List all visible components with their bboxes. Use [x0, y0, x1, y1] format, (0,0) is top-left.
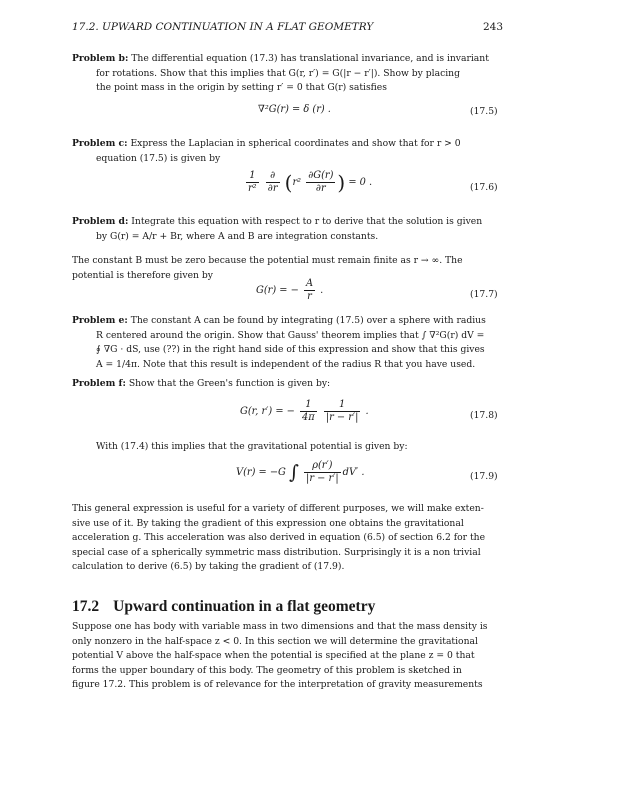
para-section-line4: forms the upper boundary of this body. The geometry of this problem is sketched in	[72, 664, 462, 676]
problem-b-label: Problem b:	[72, 53, 129, 64]
para-section-line5: figure 17.2. This problem is of relevance for the interpretation of gravity measurements	[72, 679, 483, 691]
para-general-line5: calculation to derive (6.5) by taking the gradient of (17.9).	[72, 561, 345, 573]
para-b-line2: potential is therefore given by	[72, 269, 213, 281]
eq8-post: .	[365, 406, 369, 417]
problem-e-line3: ∮ ∇G · dS, use (??) in the right hand side of this expression and show that this gives	[96, 344, 485, 356]
page-number: 243	[482, 21, 503, 33]
problem-f-line1: Show that the Green's function is given by:	[128, 378, 331, 389]
equation-17-5: ∇²G(r) = δ (r) .	[258, 104, 331, 115]
eq7-pre: G(r) = −	[256, 285, 299, 296]
problem-d-line2: by G(r) = A/r + Br, where A and B are integration constants.	[96, 230, 379, 242]
eq6-inner-num: ∂G(r)	[308, 170, 334, 181]
problem-b	[72, 52, 502, 96]
eq9-num: ρ(r′)	[304, 460, 341, 473]
equation-17-8	[240, 399, 369, 424]
para-with-line1: With (17.4) this implies that the gravitational potential is given by:	[96, 441, 408, 452]
problem-e-label: Problem e:	[72, 315, 128, 326]
eq8-f2-num: 1	[324, 399, 361, 412]
problem-e	[72, 314, 502, 372]
eq6-pre-den: r²	[248, 183, 257, 194]
section-heading	[72, 598, 375, 616]
equation-17-6: $\frac{1}{\text{r²}}$ $\frac{\partial}{\partial r}$ (r² $\frac{\partial G(r)}{\partial r}$ ) = 0 .	[248, 170, 373, 195]
para-section-line2: only nonzero in the half-space z < 0. In this section we will determine the gravitational	[72, 635, 478, 647]
problem-b-line1: The differential equation (17.3) has translational invariance, and is invariant	[131, 53, 489, 64]
para-b-line1: The constant B must be zero because the potential must remain finite as r → ∞. The	[72, 255, 463, 266]
eq8-pre: G(r, r′) = −	[240, 406, 295, 417]
eq9-pre: V(r) = −G	[236, 467, 286, 478]
problem-d-label: Problem d:	[72, 216, 129, 227]
eq6-d-num: ∂	[266, 170, 280, 183]
eq9-post: dV′ .	[342, 467, 365, 478]
paragraph-section	[72, 620, 502, 693]
eq9-den: |r − r′|	[306, 473, 339, 484]
problem-e-line1: The constant A can be found by integrating (17.5) over a sphere with radius	[130, 315, 486, 326]
eq7-post: .	[320, 285, 324, 296]
problem-e-line4: A = 1/4π. Note that this result is independent of the radius R that you have used.	[96, 358, 476, 370]
equation-17-6-number: (17.6)	[470, 182, 498, 193]
header-title: 17.2. UPWARD CONTINUATION IN A FLAT GEOMETRY	[72, 21, 374, 33]
problem-c-line1: Express the Laplacian in spherical coordinates and show that for r > 0	[130, 138, 461, 149]
para-section-line1: Suppose one has body with variable mass in two dimensions and that the mass density is	[72, 621, 488, 632]
problem-f	[72, 377, 502, 392]
problem-e-line2: R centered around the origin. Show that Gauss' theorem implies that ∫ ∇²G(r) dV =	[96, 329, 485, 341]
eq8-f2-den: |r − r′|	[325, 412, 359, 423]
eq6-inner-den: ∂r	[315, 183, 326, 194]
equation-17-9-number: (17.9)	[470, 471, 498, 482]
equation-17-7-number: (17.7)	[470, 289, 498, 300]
problem-b-line2: for rotations. Show that this implies that G(r, r′) = G(|r − r′|). Show by placing	[96, 67, 460, 79]
eq8-f1-den: 4π	[301, 412, 315, 423]
problem-c	[72, 137, 502, 166]
running-header	[72, 21, 503, 33]
section-title: Upward continuation in a flat geometry	[113, 598, 376, 615]
equation-17-5-number: (17.5)	[470, 106, 498, 117]
paragraph-general	[72, 502, 502, 575]
eq8-f1-num: 1	[300, 399, 317, 412]
eq6-pre-num: 1	[246, 170, 259, 183]
paragraph-with	[96, 440, 502, 455]
section-number: 17.2	[72, 598, 100, 615]
equation-17-9	[236, 460, 364, 485]
para-general-line2: sive use of it. By taking the gradient of this expression one obtains the gravitational	[72, 517, 464, 529]
integral-sign: ∫	[289, 461, 299, 484]
problem-f-label: Problem f:	[72, 378, 126, 389]
equation-17-7	[256, 278, 323, 303]
eq6-d-den: ∂r	[267, 183, 278, 194]
para-section-line3: potential V above the half-space when the potential is specified at the plane z = 0 that	[72, 650, 475, 662]
problem-d	[72, 215, 502, 244]
eq7-den: r	[307, 291, 312, 302]
eq6-inner-pre: r²	[292, 177, 302, 188]
problem-d-line1: Integrate this equation with respect to r to derive that the solution is given	[131, 216, 483, 227]
problem-c-line2: equation (17.5) is given by	[96, 152, 221, 164]
para-general-line3: acceleration g. This acceleration was also derived in equation (6.5) of section 6.2 for the	[72, 532, 486, 544]
problem-c-label: Problem c:	[72, 138, 128, 149]
eq7-num: A	[305, 278, 314, 289]
para-general-line4: special case of a spherically symmetric mass distribution. Surprisingly it is a non trivial	[72, 546, 481, 558]
equation-17-8-number: (17.8)	[470, 410, 498, 421]
para-general-line1: This general expression is useful for a variety of different purposes, we will make exten-	[72, 503, 484, 514]
problem-b-line3: the point mass in the origin by setting r′ = 0 that G(r) satisfies	[96, 82, 387, 94]
eq6-post: = 0 .	[348, 177, 373, 188]
